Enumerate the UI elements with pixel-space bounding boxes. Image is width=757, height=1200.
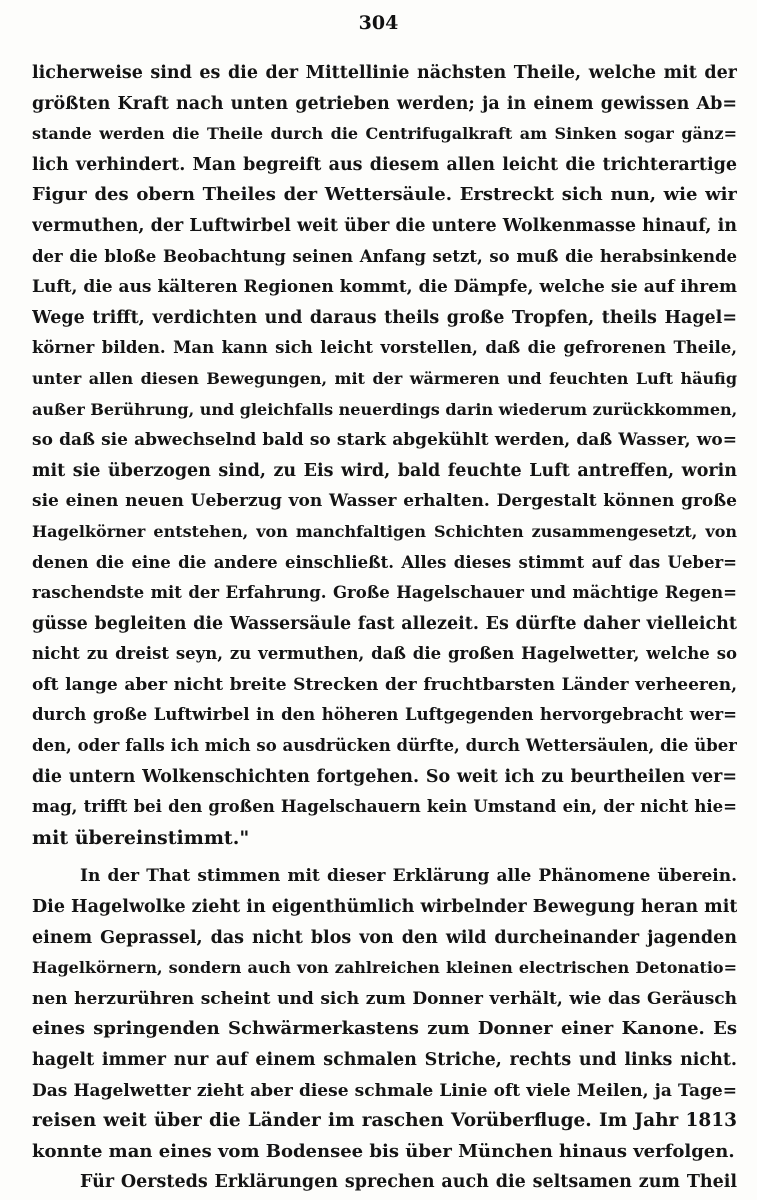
text-line: Wege trifft, verdichten und daraus theils große Tropfen, theils Hagel= <box>32 307 737 328</box>
text-line: sie einen neuen Ueberzug von Wasser erhalten. Dergestalt können große <box>32 491 737 512</box>
text-line: einem Geprassel, das nicht blos von den wild durcheinander jagenden <box>32 927 737 948</box>
text-line: Für Oersteds Erklärungen sprechen auch die seltsamen zum Theil <box>80 1172 737 1193</box>
paragraph-1 <box>32 58 737 853</box>
text-line: den, oder falls ich mich so ausdrücken dürfte, durch Wettersäulen, die über <box>32 736 737 756</box>
text-line: lich verhindert. Man begreift aus diesem allen leicht die trichterartige <box>32 154 737 175</box>
text-line: Die Hagelwolke zieht in eigenthümlich wirbelnder Bewegung heran mit <box>32 897 737 918</box>
text-line: hagelt immer nur auf einem schmalen Striche, rechts und links nicht. <box>32 1050 737 1070</box>
text-line: konnte man eines vom Bodensee bis über München hinaus verfolgen. <box>32 1140 735 1162</box>
text-line: der die bloße Beobachtung seinen Anfang setzt, so muß die herabsinkende <box>32 246 737 266</box>
text-line: mit übereinstimmt." <box>32 826 250 849</box>
text-line: größten Kraft nach unten getrieben werden; ja in einem gewissen Ab= <box>32 93 737 114</box>
text-line: güsse begleiten die Wassersäule fast allezeit. Es dürfte daher vielleicht <box>32 613 737 634</box>
text-line: eines springenden Schwärmerkastens zum Donner einer Kanone. Es <box>32 1018 737 1040</box>
text-line: die untern Wolkenschichten fortgehen. So weit ich zu beurtheilen ver= <box>32 766 737 787</box>
text-line: durch große Luftwirbel in den höheren Luftgegenden hervorgebracht wer= <box>32 705 737 725</box>
text-line: In der That stimmen mit dieser Erklärung alle Phänomene überein. <box>80 866 737 887</box>
text-line: Luft, die aus kälteren Regionen kommt, die Dämpfe, welche sie auf ihrem <box>32 277 737 298</box>
text-line: außer Berührung, und gleichfalls neuerdings darin wiederum zurückkommen, <box>32 399 737 419</box>
text-line: reisen weit über die Länder im raschen Vorüberfluge. Im Jahr 1813 <box>32 1110 737 1132</box>
text-line: unter allen diesen Bewegungen, mit der wärmeren und feuchten Luft häufig <box>32 368 737 388</box>
text-line: stande werden die Theile durch die Centrifugalkraft am Sinken sogar gänz= <box>32 124 737 144</box>
text-line: nicht zu dreist seyn, zu vermuthen, daß die großen Hagelwetter, welche so <box>32 644 737 664</box>
page-number: 304 <box>358 12 399 34</box>
text-line: Hagelkörner entstehen, von manchfaltigen Schichten zusammengesetzt, von <box>32 521 737 541</box>
text-line: Das Hagelwetter zieht aber diese schmale Linie oft viele Meilen, ja Tage= <box>32 1080 737 1101</box>
text-line: Figur des obern Theiles der Wettersäule. Erstreckt sich nun, wie wir <box>32 184 737 206</box>
paragraph-3 <box>32 1167 737 1198</box>
text-line: Hagelkörnern, sondern auch von zahlreichen kleinen electrischen Detonatio= <box>32 958 737 978</box>
text-line: mit sie überzogen sind, zu Eis wird, bald feuchte Luft antreffen, worin <box>32 460 737 481</box>
text-line: denen die eine die andere einschließt. Alles dieses stimmt auf das Ueber= <box>32 552 737 572</box>
body-text <box>32 58 737 1198</box>
text-line: vermuthen, der Luftwirbel weit über die untere Wolkenmasse hinauf, in <box>32 215 737 236</box>
text-line: nen herzurühren scheint und sich zum Donner verhält, wie das Geräusch <box>32 988 737 1009</box>
text-line: so daß sie abwechselnd bald so stark abgekühlt werden, daß Wasser, wo= <box>32 430 737 451</box>
text-line: licherweise sind es die der Mittellinie nächsten Theile, welche mit der <box>32 63 737 83</box>
paragraph-gap <box>32 853 737 861</box>
paragraph-2 <box>32 861 737 1167</box>
text-line: oft lange aber nicht breite Strecken der fruchtbarsten Länder verheeren, <box>32 674 737 695</box>
text-line: mag, trifft bei den großen Hagelschauern kein Umstand ein, der nicht hie= <box>32 797 737 817</box>
text-line: körner bilden. Man kann sich leicht vorstellen, daß die gefrorenen Theile, <box>32 338 737 358</box>
text-line: raschendste mit der Erfahrung. Große Hagelschauer und mächtige Regen= <box>32 583 737 603</box>
